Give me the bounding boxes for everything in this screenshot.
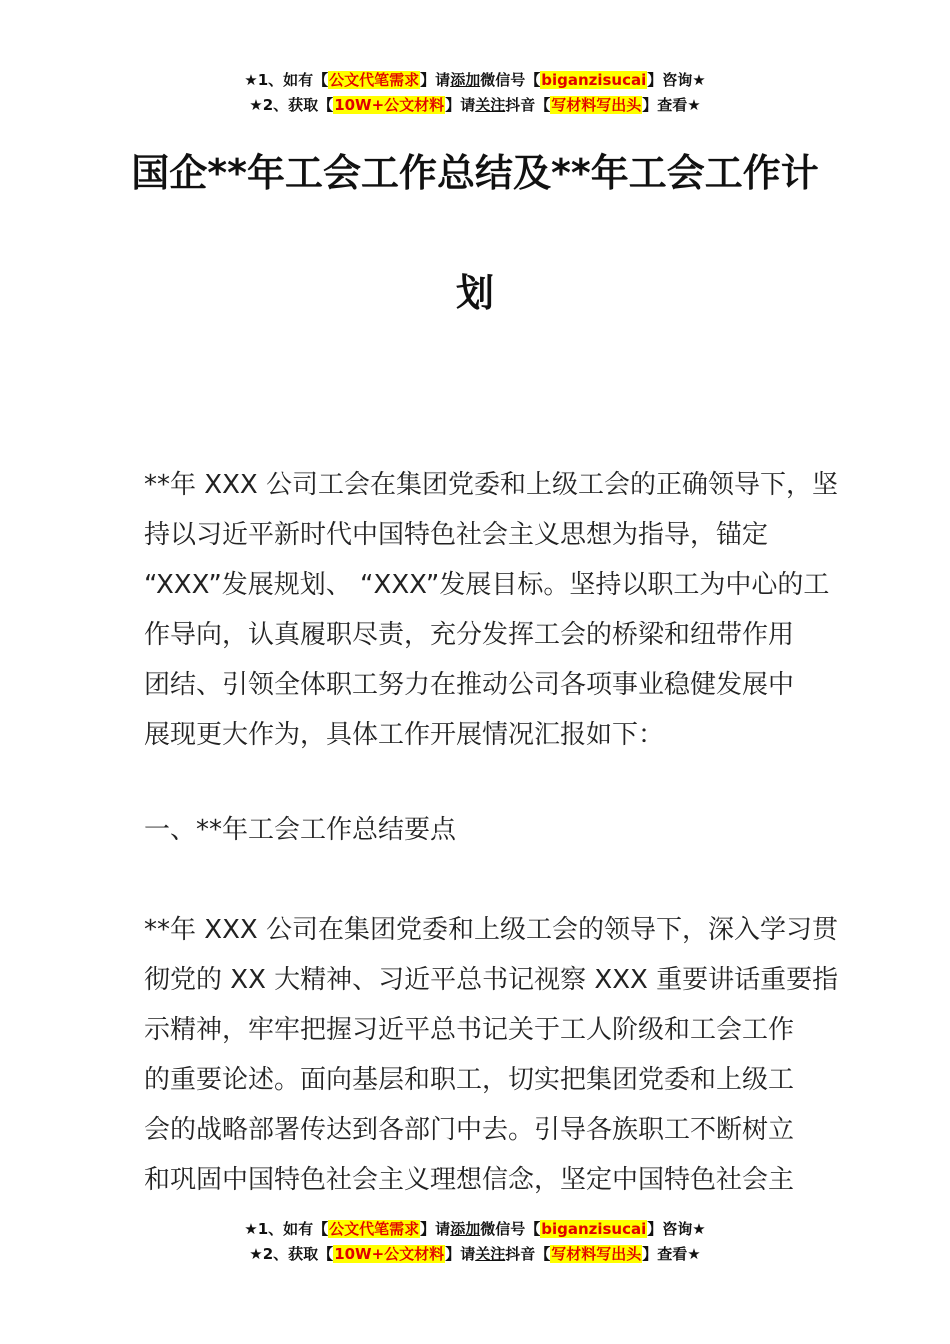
paragraph-summary xyxy=(144,905,839,1205)
banner-highlight: 公文代笔需求 xyxy=(329,71,420,89)
banner-text: ★1、如有【 xyxy=(244,71,329,89)
banner-text: 微信号【 xyxy=(480,1220,541,1238)
banner-underline: 关注 xyxy=(475,96,506,114)
bottom-banner xyxy=(0,1217,950,1267)
banner-text: 】查看★ xyxy=(642,1245,701,1263)
banner-text: 】咨询★ xyxy=(647,1220,706,1238)
banner-text: ★2、获取【 xyxy=(249,96,334,114)
banner-underline: 关注 xyxy=(475,1245,506,1263)
paragraph-line: 和巩固中国特色社会主义理想信念，坚定中国特色社会主 xyxy=(144,1165,795,1195)
banner-highlight: 10W+公文材料 xyxy=(334,1245,445,1263)
document-title-line-1: 国企**年工会工作总结及**年工会工作计 xyxy=(131,151,819,195)
banner-line-1 xyxy=(0,1217,950,1242)
paragraph-line: 持以习近平新时代中国特色社会主义思想为指导，锚定 xyxy=(144,520,769,550)
banner-underline: 添加 xyxy=(450,1220,481,1238)
top-banner xyxy=(0,68,950,118)
banner-line-2 xyxy=(0,93,950,118)
banner-line-1 xyxy=(0,68,950,93)
paragraph-line: **年 XXX 公司在集团党委和上级工会的领导下，深入学习贯 xyxy=(144,915,838,945)
paragraph-line: 的重要论述。面向基层和职工，切实把集团党委和上级工 xyxy=(144,1065,795,1095)
banner-text: 抖音【 xyxy=(505,1245,551,1263)
banner-text: 】请 xyxy=(420,1220,451,1238)
paragraph-line: 示精神，牢牢把握习近平总书记关于工人阶级和工会工作 xyxy=(144,1015,795,1045)
banner-text: 】查看★ xyxy=(642,96,701,114)
section-heading-text: 一、**年工会工作总结要点 xyxy=(144,815,457,845)
banner-underline: 添加 xyxy=(450,71,481,89)
banner-text: 微信号【 xyxy=(480,71,541,89)
paragraph-line: 展现更大作为，具体工作开展情况汇报如下： xyxy=(144,720,665,750)
banner-text: ★2、获取【 xyxy=(249,1245,334,1263)
banner-highlight: 10W+公文材料 xyxy=(334,96,445,114)
banner-highlight: 公文代笔需求 xyxy=(329,1220,420,1238)
banner-text: 】咨询★ xyxy=(647,71,706,89)
paragraph-line: **年 XXX 公司工会在集团党委和上级工会的正确领导下，坚 xyxy=(144,470,838,500)
banner-highlight: 写材料写出头 xyxy=(551,1245,642,1263)
paragraph-line: 彻党的 XX 大精神、习近平总书记视察 XXX 重要讲话重要指 xyxy=(144,965,839,995)
banner-text: ★1、如有【 xyxy=(244,1220,329,1238)
paragraph-line: 会的战略部署传达到各部门中去。引导各族职工不断树立 xyxy=(144,1115,795,1145)
paragraph-line: 作导向，认真履职尽责，充分发挥工会的桥梁和纽带作用 xyxy=(144,620,795,650)
document-title-line-2: 划 xyxy=(455,271,494,315)
paragraph-line: 团结、引领全体职工努力在推动公司各项事业稳健发展中 xyxy=(144,670,795,700)
section-heading xyxy=(144,805,810,855)
banner-line-2 xyxy=(0,1242,950,1267)
banner-text: 】请 xyxy=(420,71,451,89)
paragraph-line: “XXX”发展规划、 “XXX”发展目标。坚持以职工为中心的工 xyxy=(144,570,830,600)
banner-highlight: 写材料写出头 xyxy=(551,96,642,114)
banner-text: 】请 xyxy=(445,1245,476,1263)
banner-highlight: biganzisucai xyxy=(541,71,647,89)
banner-text: 抖音【 xyxy=(505,96,551,114)
banner-text: 】请 xyxy=(445,96,476,114)
paragraph-intro xyxy=(144,460,838,760)
banner-highlight: biganzisucai xyxy=(541,1220,647,1238)
